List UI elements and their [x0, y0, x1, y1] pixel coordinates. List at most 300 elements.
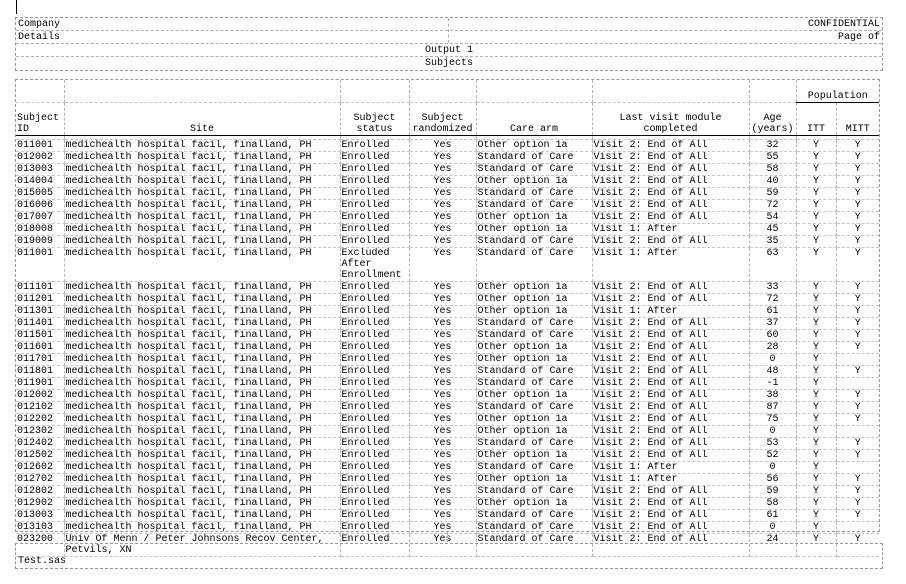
cell-care-arm: Standard of Care: [476, 521, 592, 533]
table-row: [16, 449, 879, 461]
cell-itt: Y: [796, 365, 836, 377]
cell-itt: Y: [796, 401, 836, 413]
cell-itt: Y: [796, 235, 836, 247]
cell-randomized: Yes: [409, 341, 476, 353]
cell-status: Enrolled: [340, 341, 409, 353]
cell-last-visit: Visit 1: After: [592, 461, 749, 473]
table-row: [16, 401, 879, 413]
cell-age: 52: [749, 449, 796, 461]
cell-mitt: Y: [836, 533, 879, 556]
cell-subject-id: 011201: [16, 293, 64, 305]
cell-site: medichealth hospital facil, finalland, PH: [64, 317, 340, 329]
table-row: [16, 497, 879, 509]
cell-care-arm: Standard of Care: [476, 437, 592, 449]
cell-care-arm: Other option 1a: [476, 413, 592, 425]
cell-care-arm: Standard of Care: [476, 485, 592, 497]
cell-randomized: Yes: [409, 509, 476, 521]
cell-last-visit: Visit 2: End of All: [592, 199, 749, 211]
cell-site: medichealth hospital facil, finalland, PH: [64, 473, 340, 485]
cell-status: Enrolled: [340, 485, 409, 497]
cell-last-visit: Visit 2: End of All: [592, 377, 749, 389]
cell-site: medichealth hospital facil, finalland, PH: [64, 497, 340, 509]
cell-subject-id: 011001: [16, 139, 64, 151]
cell-last-visit: Visit 2: End of All: [592, 211, 749, 223]
cell-itt: Y: [796, 293, 836, 305]
cell-itt: Y: [796, 329, 836, 341]
cell-last-visit: Visit 2: End of All: [592, 187, 749, 199]
cell-last-visit: Visit 2: End of All: [592, 341, 749, 353]
cell-last-visit: Visit 1: After: [592, 247, 749, 281]
cell-itt: Y: [796, 211, 836, 223]
cell-care-arm: Other option 1a: [476, 223, 592, 235]
program-name: Test.sas: [18, 556, 67, 567]
cell-last-visit: Visit 1: After: [592, 473, 749, 485]
cell-subject-id: 012002: [16, 389, 64, 401]
cell-age: 0: [749, 521, 796, 533]
cell-care-arm: Other option 1a: [476, 139, 592, 151]
cell-site: medichealth hospital facil, finalland, PH: [64, 353, 340, 365]
cell-mitt: Y: [836, 473, 879, 485]
cell-randomized: Yes: [409, 329, 476, 341]
cell-age: -1: [749, 377, 796, 389]
cell-randomized: Yes: [409, 211, 476, 223]
subjects-table-body: [16, 139, 879, 556]
table-row: [16, 473, 879, 485]
cell-randomized: Yes: [409, 461, 476, 473]
cell-itt: Y: [796, 139, 836, 151]
cell-subject-id: 011501: [16, 329, 64, 341]
cell-age: 58: [749, 163, 796, 175]
cell-mitt: Y: [836, 341, 879, 353]
cell-site: medichealth hospital facil, finalland, PH: [64, 377, 340, 389]
cell-care-arm: Other option 1a: [476, 353, 592, 365]
cell-site: medichealth hospital facil, finalland, PH: [64, 175, 340, 187]
cell-status: Enrolled: [340, 235, 409, 247]
cell-age: 72: [749, 199, 796, 211]
cell-randomized: Yes: [409, 187, 476, 199]
cell-last-visit: Visit 2: End of All: [592, 365, 749, 377]
subjects-table: [16, 80, 879, 557]
cell-randomized: Yes: [409, 533, 476, 556]
cell-status: Enrolled: [340, 401, 409, 413]
cell-mitt: [836, 521, 879, 533]
col-age: Age (years): [749, 102, 796, 135]
cell-care-arm: Other option 1a: [476, 305, 592, 317]
cell-care-arm: Other option 1a: [476, 341, 592, 353]
col-subject-randomized: Subject randomized: [409, 102, 476, 135]
table-row: [16, 281, 879, 293]
table-row: [16, 139, 879, 151]
cell-last-visit: Visit 2: End of All: [592, 449, 749, 461]
cell-randomized: Yes: [409, 163, 476, 175]
cell-itt: Y: [796, 533, 836, 556]
cell-last-visit: Visit 2: End of All: [592, 401, 749, 413]
cell-status: Enrolled: [340, 353, 409, 365]
subjects-table-container: [15, 79, 880, 556]
cell-age: 61: [749, 305, 796, 317]
cell-subject-id: 011701: [16, 353, 64, 365]
cell-subject-id: 014004: [16, 175, 64, 187]
cell-status: Enrolled: [340, 509, 409, 521]
cell-site: medichealth hospital facil, finalland, PH: [64, 293, 340, 305]
cell-randomized: Yes: [409, 223, 476, 235]
cell-randomized: Yes: [409, 199, 476, 211]
cell-last-visit: Visit 2: End of All: [592, 317, 749, 329]
cell-care-arm: Standard of Care: [476, 235, 592, 247]
cell-age: 75: [749, 413, 796, 425]
cell-mitt: Y: [836, 305, 879, 317]
cell-last-visit: Visit 2: End of All: [592, 235, 749, 247]
cell-site: medichealth hospital facil, finalland, PH: [64, 461, 340, 473]
cell-itt: Y: [796, 317, 836, 329]
cell-site: medichealth hospital facil, finalland, PH: [64, 151, 340, 163]
cell-status: Enrolled: [340, 497, 409, 509]
page-divider-tick: [447, 532, 448, 542]
details-label: Details: [18, 32, 61, 43]
cell-care-arm: Other option 1a: [476, 497, 592, 509]
company-label: Company: [18, 19, 61, 30]
output-subtitle: Subjects: [424, 58, 473, 69]
cell-subject-id: 011301: [16, 305, 64, 317]
table-row: [16, 175, 879, 187]
cell-status: Enrolled: [340, 211, 409, 223]
cell-mitt: Y: [836, 139, 879, 151]
cell-itt: Y: [796, 223, 836, 235]
cell-mitt: [836, 425, 879, 437]
cell-age: 40: [749, 175, 796, 187]
cell-mitt: Y: [836, 151, 879, 163]
cell-randomized: Yes: [409, 377, 476, 389]
cell-last-visit: Visit 2: End of All: [592, 175, 749, 187]
cell-site: medichealth hospital facil, finalland, PH: [64, 365, 340, 377]
cell-care-arm: Standard of Care: [476, 377, 592, 389]
cell-age: 0: [749, 461, 796, 473]
table-row: [16, 485, 879, 497]
cell-itt: Y: [796, 437, 836, 449]
cell-subject-id: 023200: [16, 533, 64, 556]
table-row: [16, 341, 879, 353]
cell-age: 60: [749, 329, 796, 341]
cell-last-visit: Visit 2: End of All: [592, 413, 749, 425]
cell-subject-id: 012702: [16, 473, 64, 485]
table-row: [16, 151, 879, 163]
cell-age: 63: [749, 247, 796, 281]
cell-status: Enrolled: [340, 175, 409, 187]
cell-itt: Y: [796, 413, 836, 425]
cell-status: Enrolled: [340, 521, 409, 533]
cell-care-arm: Standard of Care: [476, 509, 592, 521]
table-row: [16, 413, 879, 425]
cell-itt: Y: [796, 247, 836, 281]
cell-itt: Y: [796, 485, 836, 497]
cell-randomized: Yes: [409, 413, 476, 425]
cell-status: Enrolled: [340, 187, 409, 199]
cell-itt: Y: [796, 509, 836, 521]
cell-mitt: Y: [836, 497, 879, 509]
cell-site: medichealth hospital facil, finalland, PH: [64, 247, 340, 281]
cell-mitt: Y: [836, 509, 879, 521]
cell-mitt: Y: [836, 187, 879, 199]
cell-age: 33: [749, 281, 796, 293]
table-row: [16, 365, 879, 377]
cell-last-visit: Visit 2: End of All: [592, 329, 749, 341]
cell-randomized: Yes: [409, 151, 476, 163]
col-care-arm: Care arm: [476, 102, 592, 135]
cell-care-arm: Standard of Care: [476, 187, 592, 199]
cell-site: medichealth hospital facil, finalland, PH: [64, 223, 340, 235]
cell-mitt: Y: [836, 413, 879, 425]
cell-site: medichealth hospital facil, finalland, PH: [64, 139, 340, 151]
col-mitt: MITT: [836, 102, 879, 135]
cell-care-arm: Other option 1a: [476, 293, 592, 305]
cell-site: medichealth hospital facil, finalland, PH: [64, 329, 340, 341]
cell-status: Enrolled: [340, 377, 409, 389]
cell-subject-id: 016006: [16, 199, 64, 211]
cell-status: Enrolled: [340, 389, 409, 401]
cell-status: Excluded After Enrollment: [340, 247, 409, 281]
cell-age: 45: [749, 223, 796, 235]
cell-last-visit: Visit 2: End of All: [592, 425, 749, 437]
cell-age: 37: [749, 317, 796, 329]
cell-mitt: Y: [836, 317, 879, 329]
cell-randomized: Yes: [409, 437, 476, 449]
cell-status: Enrolled: [340, 329, 409, 341]
cell-age: 87: [749, 401, 796, 413]
cell-last-visit: Visit 2: End of All: [592, 163, 749, 175]
cell-status: Enrolled: [340, 151, 409, 163]
cell-subject-id: 013003: [16, 163, 64, 175]
cell-last-visit: Visit 2: End of All: [592, 521, 749, 533]
cell-mitt: Y: [836, 437, 879, 449]
cell-care-arm: Standard of Care: [476, 401, 592, 413]
cell-itt: Y: [796, 281, 836, 293]
cell-site: medichealth hospital facil, finalland, PH: [64, 401, 340, 413]
cell-subject-id: 012102: [16, 401, 64, 413]
table-row: [16, 199, 879, 211]
cell-randomized: Yes: [409, 521, 476, 533]
cell-mitt: [836, 353, 879, 365]
cell-status: Enrolled: [340, 437, 409, 449]
cell-age: 61: [749, 509, 796, 521]
cell-subject-id: 011801: [16, 365, 64, 377]
cell-care-arm: Other option 1a: [476, 281, 592, 293]
page-footer: [15, 543, 883, 569]
cell-subject-id: 015005: [16, 187, 64, 199]
cell-age: 59: [749, 485, 796, 497]
cell-care-arm: Standard of Care: [476, 329, 592, 341]
cell-subject-id: 012402: [16, 437, 64, 449]
cell-last-visit: Visit 2: End of All: [592, 509, 749, 521]
cell-last-visit: Visit 2: End of All: [592, 497, 749, 509]
cell-site: medichealth hospital facil, finalland, PH: [64, 305, 340, 317]
cell-status: Enrolled: [340, 425, 409, 437]
table-row: [16, 235, 879, 247]
cell-randomized: Yes: [409, 485, 476, 497]
cell-itt: Y: [796, 461, 836, 473]
cell-care-arm: Other option 1a: [476, 389, 592, 401]
cell-subject-id: 019009: [16, 235, 64, 247]
cell-status: Enrolled: [340, 473, 409, 485]
page-number-label: Page of: [837, 32, 880, 43]
cell-care-arm: Standard of Care: [476, 533, 592, 556]
cell-care-arm: Standard of Care: [476, 461, 592, 473]
cell-subject-id: 012602: [16, 461, 64, 473]
cell-itt: Y: [796, 497, 836, 509]
cell-itt: Y: [796, 377, 836, 389]
cell-site: medichealth hospital facil, finalland, PH: [64, 509, 340, 521]
cell-itt: Y: [796, 187, 836, 199]
cell-status: Enrolled: [340, 163, 409, 175]
cell-randomized: Yes: [409, 425, 476, 437]
cell-age: 35: [749, 235, 796, 247]
cell-site: medichealth hospital facil, finalland, PH: [64, 187, 340, 199]
confidential-label: CONFIDENTIAL: [807, 19, 880, 30]
table-row: [16, 509, 879, 521]
cell-subject-id: 011401: [16, 317, 64, 329]
cell-subject-id: 012302: [16, 425, 64, 437]
cell-randomized: Yes: [409, 235, 476, 247]
cell-care-arm: Other option 1a: [476, 449, 592, 461]
cell-mitt: Y: [836, 211, 879, 223]
cell-mitt: Y: [836, 329, 879, 341]
col-subject-id: Subject ID: [16, 102, 64, 135]
cell-care-arm: Standard of Care: [476, 151, 592, 163]
cell-status: Enrolled: [340, 223, 409, 235]
population-group-header: Population: [796, 80, 879, 102]
cell-itt: Y: [796, 425, 836, 437]
header-row-title: [16, 44, 882, 57]
cell-age: 38: [749, 389, 796, 401]
cell-site: medichealth hospital facil, finalland, PH: [64, 389, 340, 401]
cell-itt: Y: [796, 473, 836, 485]
cell-age: 55: [749, 151, 796, 163]
cell-mitt: Y: [836, 401, 879, 413]
cell-last-visit: Visit 2: End of All: [592, 533, 749, 556]
cell-mitt: Y: [836, 175, 879, 187]
cell-site: medichealth hospital facil, finalland, PH: [64, 437, 340, 449]
table-row: [16, 437, 879, 449]
cell-status: Enrolled: [340, 533, 409, 556]
cell-mitt: Y: [836, 163, 879, 175]
cell-subject-id: 012202: [16, 413, 64, 425]
cell-site: medichealth hospital facil, finalland, PH: [64, 281, 340, 293]
cell-age: 56: [749, 473, 796, 485]
cell-mitt: Y: [836, 389, 879, 401]
table-row: [16, 211, 879, 223]
cell-itt: Y: [796, 151, 836, 163]
cell-mitt: [836, 461, 879, 473]
cell-age: 0: [749, 353, 796, 365]
cell-subject-id: 012002: [16, 151, 64, 163]
cell-randomized: Yes: [409, 353, 476, 365]
cell-site: medichealth hospital facil, finalland, PH: [64, 449, 340, 461]
cell-subject-id: 011901: [16, 377, 64, 389]
cell-last-visit: Visit 2: End of All: [592, 353, 749, 365]
cell-age: 54: [749, 211, 796, 223]
cell-randomized: Yes: [409, 139, 476, 151]
cell-mitt: Y: [836, 293, 879, 305]
cell-care-arm: Standard of Care: [476, 365, 592, 377]
col-site: Site: [64, 102, 340, 135]
header-divider: [448, 18, 449, 43]
cell-site: medichealth hospital facil, finalland, PH: [64, 199, 340, 211]
table-row: [16, 329, 879, 341]
cell-site: medichealth hospital facil, finalland, PH: [64, 425, 340, 437]
cell-randomized: Yes: [409, 247, 476, 281]
col-itt: ITT: [796, 102, 836, 135]
cell-randomized: Yes: [409, 175, 476, 187]
cell-mitt: Y: [836, 235, 879, 247]
table-row: [16, 389, 879, 401]
cell-site: medichealth hospital facil, finalland, PH: [64, 521, 340, 533]
cell-itt: Y: [796, 163, 836, 175]
cell-subject-id: 011601: [16, 341, 64, 353]
cell-last-visit: Visit 2: End of All: [592, 437, 749, 449]
cell-last-visit: Visit 2: End of All: [592, 389, 749, 401]
cell-itt: Y: [796, 449, 836, 461]
cell-randomized: Yes: [409, 365, 476, 377]
cell-mitt: [836, 377, 879, 389]
cell-status: Enrolled: [340, 139, 409, 151]
cell-site: medichealth hospital facil, finalland, PH: [64, 235, 340, 247]
cell-randomized: Yes: [409, 497, 476, 509]
cell-subject-id: 011001: [16, 247, 64, 281]
cell-status: Enrolled: [340, 449, 409, 461]
cell-mitt: Y: [836, 247, 879, 281]
cell-itt: Y: [796, 521, 836, 533]
header-row-subtitle: [16, 57, 882, 69]
cell-last-visit: Visit 2: End of All: [592, 293, 749, 305]
cell-mitt: Y: [836, 223, 879, 235]
cell-mitt: Y: [836, 281, 879, 293]
cell-care-arm: Other option 1a: [476, 473, 592, 485]
cell-last-visit: Visit 1: After: [592, 305, 749, 317]
cell-age: 72: [749, 293, 796, 305]
cell-status: Enrolled: [340, 365, 409, 377]
cell-itt: Y: [796, 199, 836, 211]
cell-site: medichealth hospital facil, finalland, PH: [64, 341, 340, 353]
cell-mitt: Y: [836, 485, 879, 497]
cell-site: medichealth hospital facil, finalland, PH: [64, 413, 340, 425]
cell-age: 28: [749, 341, 796, 353]
cell-age: 58: [749, 497, 796, 509]
table-row: [16, 223, 879, 235]
table-row: [16, 317, 879, 329]
cell-itt: Y: [796, 175, 836, 187]
cell-randomized: Yes: [409, 317, 476, 329]
cell-status: Enrolled: [340, 305, 409, 317]
cell-status: Enrolled: [340, 281, 409, 293]
cell-care-arm: Standard of Care: [476, 247, 592, 281]
cell-subject-id: 013103: [16, 521, 64, 533]
cell-subject-id: 012802: [16, 485, 64, 497]
cell-site: medichealth hospital facil, finalland, PH: [64, 211, 340, 223]
cell-care-arm: Standard of Care: [476, 199, 592, 211]
cell-status: Enrolled: [340, 413, 409, 425]
cell-mitt: Y: [836, 449, 879, 461]
column-header-row: [16, 102, 879, 135]
cell-status: Enrolled: [340, 317, 409, 329]
cell-last-visit: Visit 2: End of All: [592, 281, 749, 293]
table-row: [16, 461, 879, 473]
cell-randomized: Yes: [409, 449, 476, 461]
cell-subject-id: 013003: [16, 509, 64, 521]
cell-randomized: Yes: [409, 401, 476, 413]
cell-last-visit: Visit 2: End of All: [592, 151, 749, 163]
cell-last-visit: Visit 2: End of All: [592, 485, 749, 497]
output-title: Output 1: [424, 45, 473, 56]
cell-last-visit: Visit 2: End of All: [592, 139, 749, 151]
